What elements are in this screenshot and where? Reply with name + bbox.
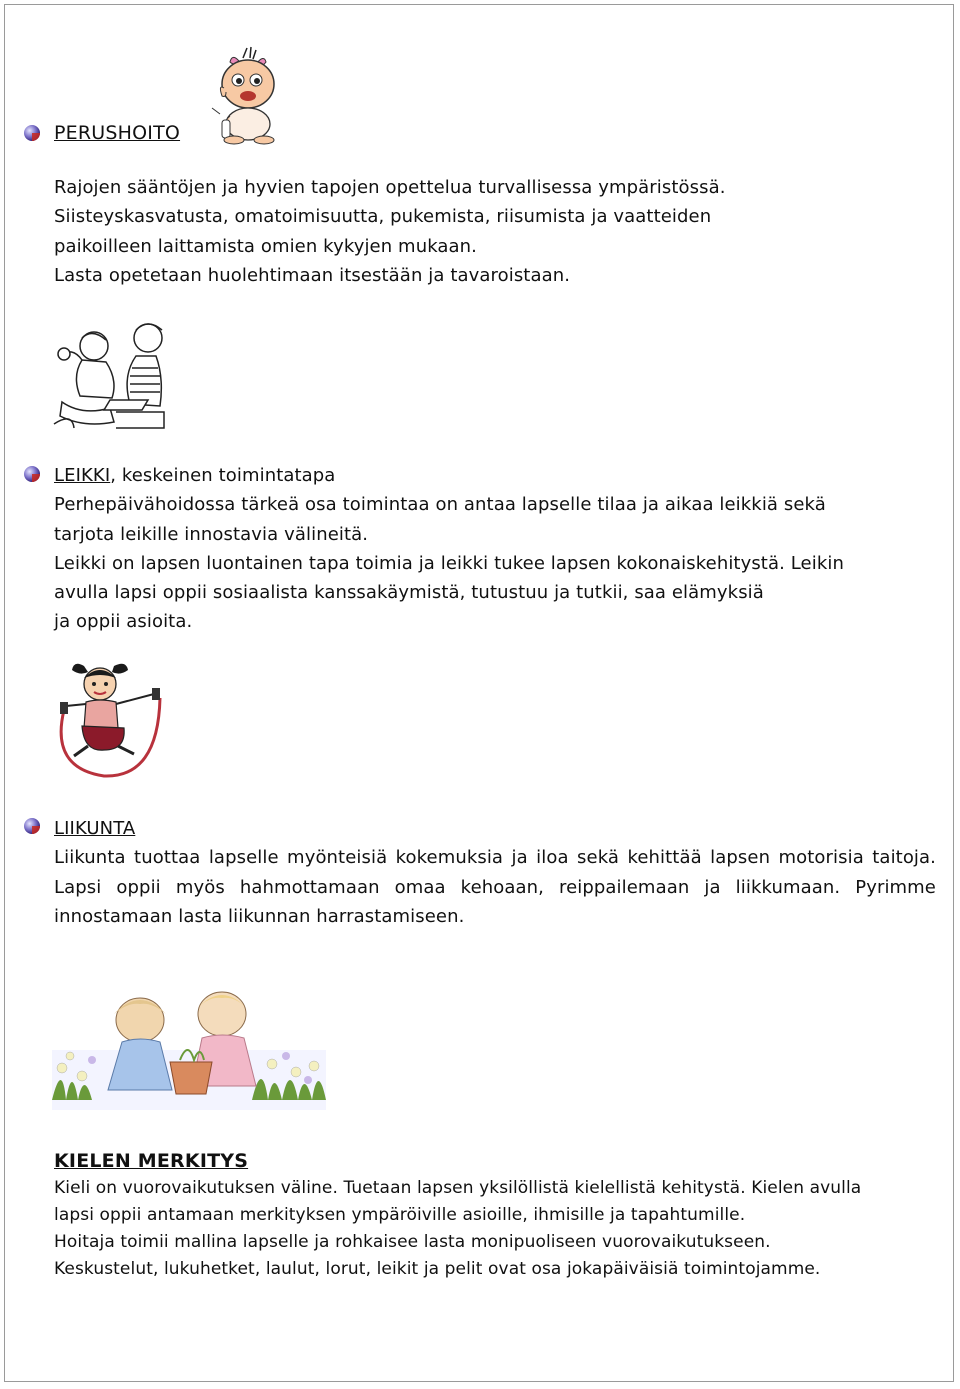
leikki-heading-line	[54, 461, 934, 490]
text-line: Rajojen sääntöjen ja hyvien tapojen opettelua turvallisessa ympäristössä.	[54, 177, 726, 198]
text-line: Leikki on lapsen luontainen tapa toimia ja leikki tukee lapsen kokonaiskehitystä. Leikin	[54, 552, 844, 574]
kielen-merkitys-heading: KIELEN MERKITYS	[54, 1150, 249, 1172]
liikunta-heading: LIIKUNTA	[54, 818, 136, 839]
text-line: lapsi oppii antamaan merkityksen ympäröiville asioille, ihmisille ja tapahtumille.	[54, 1205, 746, 1225]
sphere-bullet-icon	[23, 465, 41, 483]
jump-rope-girl-illustration	[54, 658, 168, 782]
text-line: tarjota leikille innostavia välineitä.	[54, 523, 369, 545]
text-line: ja oppii asioita.	[54, 611, 193, 633]
leikki-text	[54, 461, 934, 637]
garden-girls-illustration	[52, 980, 326, 1110]
text-line: avulla lapsi oppii sosiaalista kanssakäymistä, tutustuu ja tutkii, saa elämyksiä	[54, 582, 764, 604]
text-line: paikoilleen laittamista omien kykyjen mukaan.	[54, 235, 477, 257]
children-drawing-illustration	[52, 316, 170, 432]
text-line: Perhepäivähoidossa tärkeä osa toimintaa on antaa lapselle tilaa ja aikaa leikkiä sekä	[54, 494, 826, 516]
sphere-bullet-icon	[23, 817, 41, 835]
text-line: Kieli on vuorovaikutuksen väline. Tuetaan lapsen yksilöllistä kielellistä kehitystä. Kielen avulla	[54, 1178, 862, 1198]
text-line: Hoitaja toimii mallina lapselle ja rohkaisee lasta monipuoliseen vuorovaikutukseen.	[54, 1232, 771, 1252]
perushoito-text	[54, 173, 934, 290]
liikunta-text	[54, 814, 936, 931]
text-line: Keskustelut, lukuhetket, laulut, lorut, leikit ja pelit ovat osa jokapäiväisiä toimintojamme.	[54, 1259, 821, 1279]
leikki-heading: LEIKKI	[54, 465, 111, 486]
sphere-bullet-icon	[23, 124, 41, 142]
text-line: Lasta opetetaan huolehtimaan itsestään ja tavaroistaan.	[54, 264, 571, 286]
kielen-merkitys-text	[54, 1175, 944, 1283]
text-line: Siisteyskasvatusta, omatoimisuutta, pukemista, riisumista ja vaatteiden	[54, 206, 712, 228]
perushoito-heading: PERUSHOITO	[54, 122, 181, 144]
baby-illustration	[210, 44, 284, 146]
liikunta-paragraph: Liikunta tuottaa lapselle myönteisiä kokemuksia ja iloa sekä kehittää lapsen motorisia taitoja. Lapsi oppii myös hahmottamaan omaa kehoaan, reippailemaan ja liikkumaan. Pyrimme innostamaan lasta liikunnan harrastamiseen.	[54, 847, 936, 927]
leikki-heading-suffix: , keskeinen toimintatapa	[110, 465, 336, 486]
